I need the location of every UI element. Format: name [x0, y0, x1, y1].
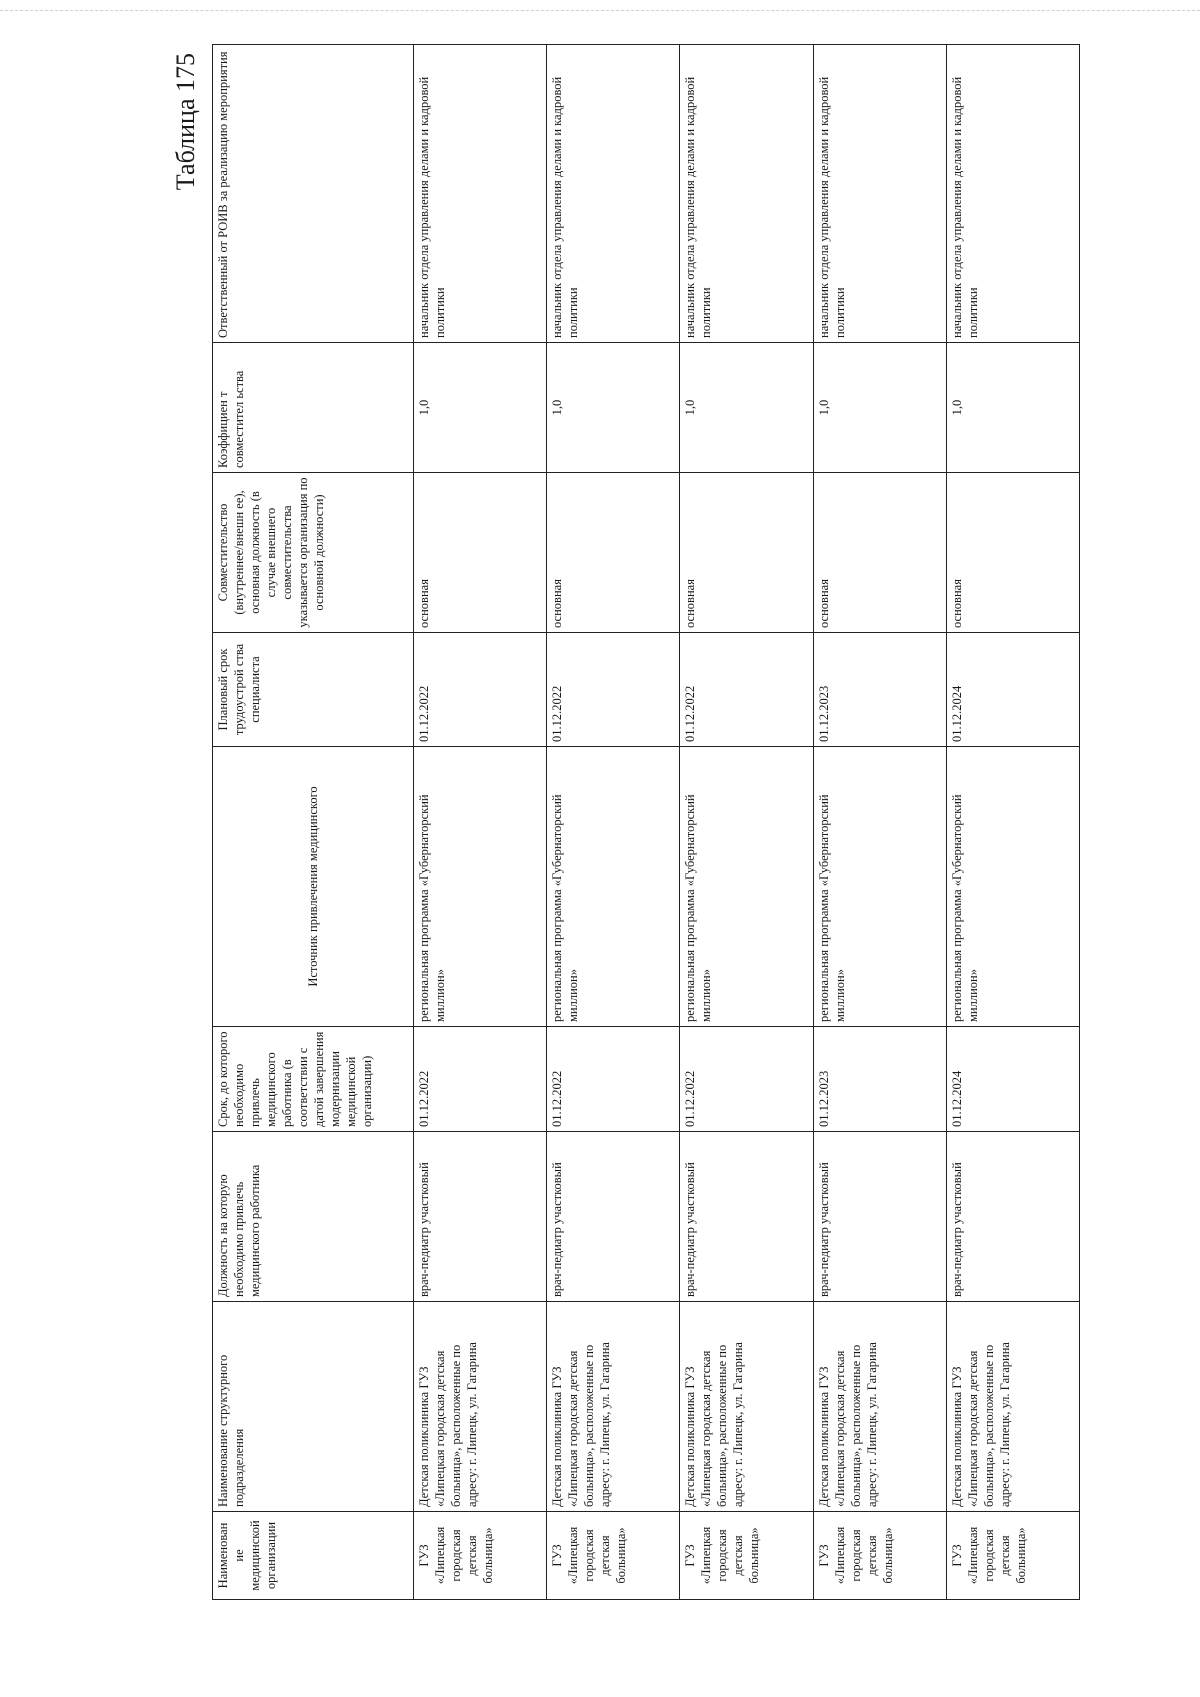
- cell-combination: основная: [680, 473, 813, 633]
- cell-unit: Детская поликлиника ГУЗ «Липецкая городская детская больница», расположенные по адресу: г. Липецк, ул. Гагарина: [414, 1302, 547, 1512]
- cell-combination: основная: [946, 473, 1079, 633]
- cell-org: ГУЗ «Липецкая городская детская больница»: [414, 1512, 547, 1600]
- cell-position: врач-педиатр участковый: [813, 1132, 946, 1302]
- cell-deadline: 01.12.2022: [547, 1027, 680, 1132]
- cell-planned: 01.12.2024: [946, 633, 1079, 747]
- table-row: [813, 45, 946, 1600]
- cell-responsible: начальник отдела управления делами и кадровой политики: [547, 45, 680, 343]
- cell-deadline: 01.12.2024: [946, 1027, 1079, 1132]
- cell-deadline: 01.12.2022: [680, 1027, 813, 1132]
- table-row: [680, 45, 813, 1600]
- table-row: [946, 45, 1079, 1600]
- cell-position: врач-педиатр участковый: [680, 1132, 813, 1302]
- cell-responsible: начальник отдела управления делами и кадровой политики: [680, 45, 813, 343]
- cell-coefficient: 1,0: [680, 343, 813, 473]
- cell-org: ГУЗ «Липецкая городская детская больница»: [946, 1512, 1079, 1600]
- cell-position: врач-педиатр участковый: [414, 1132, 547, 1302]
- header-planned: Плановый срок трудоустрой ства специалиста: [213, 633, 414, 747]
- header-responsible: Ответственный от РОИВ за реализацию мероприятия: [213, 45, 414, 343]
- cell-org: ГУЗ «Липецкая городская детская больница»: [547, 1512, 680, 1600]
- header-unit: Наименование структурного подразделения: [213, 1302, 414, 1512]
- cell-planned: 01.12.2022: [547, 633, 680, 747]
- cell-combination: основная: [414, 473, 547, 633]
- cell-source: региональная программа «Губернаторский миллион»: [680, 747, 813, 1027]
- table-row: [414, 45, 547, 1600]
- cell-deadline: 01.12.2023: [813, 1027, 946, 1132]
- cell-source: региональная программа «Губернаторский миллион»: [946, 747, 1079, 1027]
- cell-responsible: начальник отдела управления делами и кадровой политики: [414, 45, 547, 343]
- cell-deadline: 01.12.2022: [414, 1027, 547, 1132]
- cell-unit: Детская поликлиника ГУЗ «Липецкая городская детская больница», расположенные по адресу: г. Липецк, ул. Гагарина: [813, 1302, 946, 1512]
- table-title: Таблица 175: [171, 53, 200, 191]
- table-row: [547, 45, 680, 1600]
- cell-responsible: начальник отдела управления делами и кадровой политики: [813, 45, 946, 343]
- cell-position: врач-педиатр участковый: [946, 1132, 1079, 1302]
- cell-source: региональная программа «Губернаторский миллион»: [547, 747, 680, 1027]
- cell-responsible: начальник отдела управления делами и кадровой политики: [946, 45, 1079, 343]
- cell-planned: 01.12.2023: [813, 633, 946, 747]
- cell-planned: 01.12.2022: [680, 633, 813, 747]
- cell-source: региональная программа «Губернаторский миллион»: [813, 747, 946, 1027]
- cell-coefficient: 1,0: [813, 343, 946, 473]
- header-coefficient: Коэффициен т совместител ьства: [213, 343, 414, 473]
- cell-unit: Детская поликлиника ГУЗ «Липецкая городская детская больница», расположенные по адресу: г. Липецк, ул. Гагарина: [547, 1302, 680, 1512]
- cell-source: региональная программа «Губернаторский миллион»: [414, 747, 547, 1027]
- cell-combination: основная: [547, 473, 680, 633]
- header-position: Должность на которую необходимо привлечь медицинского работника: [213, 1132, 414, 1302]
- staffing-table: [212, 44, 1080, 1600]
- scan-artifact-line: [0, 10, 1200, 11]
- cell-coefficient: 1,0: [946, 343, 1079, 473]
- header-combination: Совместительство (внутреннее/внешн ее), основная должность (в случае внешнего совместительства указывается организация по основной должности): [213, 473, 414, 633]
- header-org: Наименован ие медицинской организации: [213, 1512, 414, 1600]
- cell-combination: основная: [813, 473, 946, 633]
- rotated-page: [160, 45, 1080, 1600]
- cell-org: ГУЗ «Липецкая городская детская больница»: [680, 1512, 813, 1600]
- cell-org: ГУЗ «Липецкая городская детская больница»: [813, 1512, 946, 1600]
- cell-position: врач-педиатр участковый: [547, 1132, 680, 1302]
- cell-coefficient: 1,0: [547, 343, 680, 473]
- cell-unit: Детская поликлиника ГУЗ «Липецкая городская детская больница», расположенные по адресу: г. Липецк, ул. Гагарина: [946, 1302, 1079, 1512]
- cell-coefficient: 1,0: [414, 343, 547, 473]
- table-header-row: [213, 45, 414, 1600]
- header-deadline: Срок, до которого необходимо привлечь медицинского работника (в соответствии с датой завершения модернизации медицинской организации): [213, 1027, 414, 1132]
- cell-unit: Детская поликлиника ГУЗ «Липецкая городская детская больница», расположенные по адресу: г. Липецк, ул. Гагарина: [680, 1302, 813, 1512]
- header-source: Источник привлечения медицинского: [213, 747, 414, 1027]
- cell-planned: 01.12.2022: [414, 633, 547, 747]
